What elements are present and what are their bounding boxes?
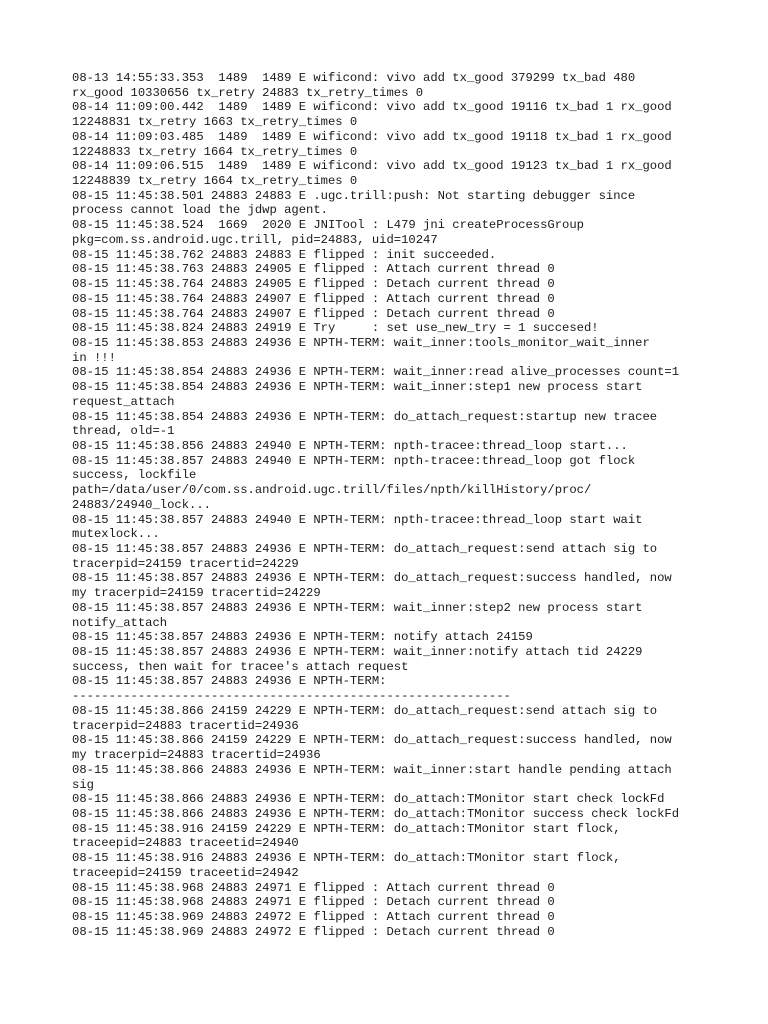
log-line: 08-15 11:45:38.866 24883 24936 E NPTH-TERM: do_attach:TMonitor success check lockFd [72, 806, 680, 821]
log-line: my tracerpid=24159 tracertid=24229 [72, 586, 321, 601]
log-line: 08-15 11:45:38.857 24883 24940 E NPTH-TERM: npth-tracee:thread_loop start wait [72, 512, 643, 527]
log-line: request_attach [72, 394, 175, 409]
log-line: 08-15 11:45:38.856 24883 24940 E NPTH-TERM: npth-tracee:thread_loop start... [72, 438, 628, 453]
log-line: notify_attach [72, 615, 168, 630]
log-line: 08-14 11:09:03.485 1489 1489 E wificond: vivo add tx_good 19118 tx_bad 1 rx_good [72, 129, 672, 144]
log-line: sig [72, 777, 94, 792]
log-line: 08-13 14:55:33.353 1489 1489 E wificond: vivo add tx_good 379299 tx_bad 480 [72, 71, 636, 85]
log-line: 08-15 11:45:38.857 24883 24936 E NPTH-TERM: wait_inner:notify attach tid 24229 [72, 645, 643, 660]
log-line: tracerpid=24883 tracertid=24936 [72, 718, 299, 733]
log-line: 08-15 11:45:38.524 1669 2020 E JNITool : L479 jni createProcessGroup [72, 218, 584, 233]
log-line: traceepid=24883 traceetid=24940 [72, 836, 299, 851]
log-line: 08-15 11:45:38.857 24883 24936 E NPTH-TERM: notify attach 24159 [72, 630, 533, 645]
log-line: 08-15 11:45:38.764 24883 24905 E flipped : Detach current thread 0 [72, 277, 555, 292]
log-line: 08-15 11:45:38.854 24883 24936 E NPTH-TERM: wait_inner:step1 new process start [72, 380, 643, 395]
log-line: 08-15 11:45:38.854 24883 24936 E NPTH-TERM: do_attach_request:startup new tracee [72, 409, 658, 424]
log-line: thread, old=-1 [72, 424, 175, 439]
log-line: 08-15 11:45:38.501 24883 24883 E .ugc.trill:push: Not starting debugger since [72, 188, 636, 203]
log-line: 08-15 11:45:38.916 24883 24936 E NPTH-TERM: do_attach:TMonitor start flock, [72, 851, 621, 866]
log-line: 08-15 11:45:38.916 24159 24229 E NPTH-TERM: do_attach:TMonitor start flock, [72, 821, 621, 836]
log-line: 08-15 11:45:38.866 24883 24936 E NPTH-TERM: do_attach:TMonitor start check lockFd [72, 792, 665, 807]
log-line: 08-15 11:45:38.857 24883 24936 E NPTH-TERM: do_attach_request:success handled, now [72, 571, 672, 586]
log-line: 08-15 11:45:38.824 24883 24919 E Try : set use_new_try = 1 succesed! [72, 321, 599, 336]
log-line: 12248831 tx_retry 1663 tx_retry_times 0 [72, 115, 358, 130]
log-line: 12248833 tx_retry 1664 tx_retry_times 0 [72, 144, 358, 159]
log-line: mutexlock... [72, 527, 160, 542]
log-line: 08-15 11:45:38.764 24883 24907 E flipped : Attach current thread 0 [72, 291, 555, 306]
log-line: 24883/24940_lock... [72, 497, 211, 512]
log-line: ------------------------------------------------------------ [72, 689, 511, 704]
log-line: in !!! [72, 350, 116, 365]
log-line: 08-14 11:09:00.442 1489 1489 E wificond: vivo add tx_good 19116 tx_bad 1 rx_good [72, 100, 672, 115]
log-line: 08-15 11:45:38.969 24883 24972 E flipped : Attach current thread 0 [72, 909, 555, 924]
log-line: path=/data/user/0/com.ss.android.ugc.trill/files/npth/killHistory/proc/ [72, 483, 592, 498]
log-line: 08-15 11:45:38.968 24883 24971 E flipped : Attach current thread 0 [72, 880, 555, 895]
log-line: 08-15 11:45:38.854 24883 24936 E NPTH-TERM: wait_inner:read alive_processes count=1 [72, 365, 680, 380]
log-line: 08-15 11:45:38.857 24883 24936 E NPTH-TERM: [72, 674, 387, 689]
log-line: 08-14 11:09:06.515 1489 1489 E wificond: vivo add tx_good 19123 tx_bad 1 rx_good [72, 159, 672, 174]
log-line: 08-15 11:45:38.857 24883 24936 E NPTH-TERM: wait_inner:step2 new process start [72, 600, 643, 615]
log-line: 08-15 11:45:38.857 24883 24940 E NPTH-TERM: npth-tracee:thread_loop got flock [72, 453, 636, 468]
log-line: 08-15 11:45:38.764 24883 24907 E flipped : Detach current thread 0 [72, 306, 555, 321]
log-line: success, lockfile [72, 468, 197, 483]
log-line: 08-15 11:45:38.857 24883 24936 E NPTH-TERM: do_attach_request:send attach sig to [72, 542, 658, 556]
log-line: 08-15 11:45:38.866 24159 24229 E NPTH-TERM: do_attach_request:send attach sig to [72, 703, 658, 718]
log-line: 08-15 11:45:38.853 24883 24936 E NPTH-TERM: wait_inner:tools_monitor_wait_inner [72, 335, 650, 350]
log-line: 08-15 11:45:38.763 24883 24905 E flipped : Attach current thread 0 [72, 262, 555, 277]
log-line: pkg=com.ss.android.ugc.trill, pid=24883, uid=10247 [72, 232, 438, 247]
log-line: 08-15 11:45:38.969 24883 24972 E flipped : Detach current thread 0 [72, 924, 555, 939]
log-line: 08-15 11:45:38.968 24883 24971 E flipped : Detach current thread 0 [72, 895, 555, 910]
log-line: success, then wait for tracee's attach request [72, 659, 409, 674]
log-line: process cannot load the jdwp agent. [72, 203, 328, 218]
log-line: 08-15 11:45:38.866 24159 24229 E NPTH-TERM: do_attach_request:success handled, now [72, 733, 672, 748]
log-line: 12248839 tx_retry 1664 tx_retry_times 0 [72, 174, 358, 189]
log-line: traceepid=24159 traceetid=24942 [72, 865, 299, 880]
log-line: 08-15 11:45:38.866 24883 24936 E NPTH-TERM: wait_inner:start handle pending attach [72, 762, 672, 777]
log-text-block [72, 71, 712, 939]
log-line: my tracerpid=24883 tracertid=24936 [72, 748, 321, 763]
log-line: rx_good 10330656 tx_retry 24883 tx_retry_times 0 [72, 85, 424, 100]
log-line: tracerpid=24159 tracertid=24229 [72, 556, 299, 571]
log-line: 08-15 11:45:38.762 24883 24883 E flipped : init succeeded. [72, 247, 497, 262]
